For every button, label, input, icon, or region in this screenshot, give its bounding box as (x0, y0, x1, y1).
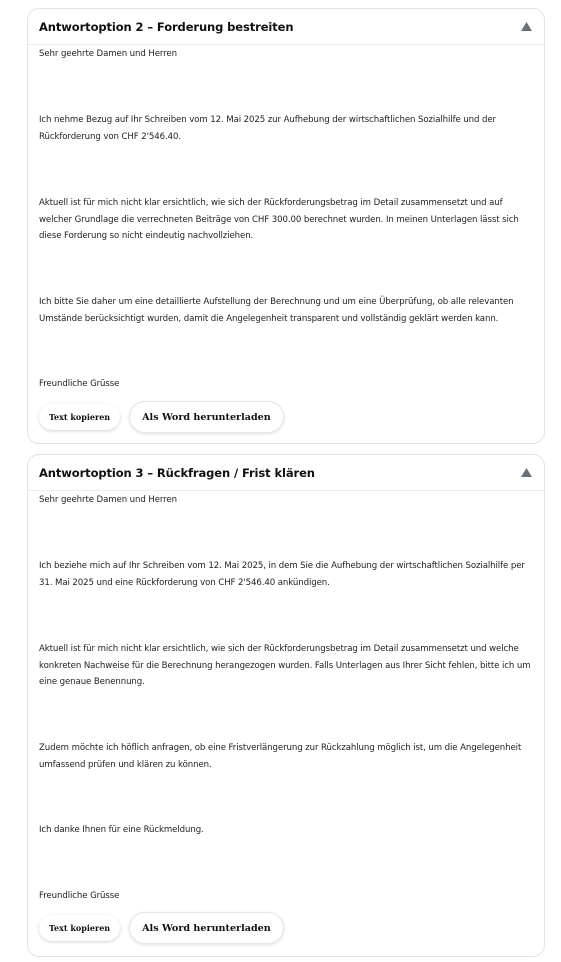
card-header[interactable] (28, 455, 544, 491)
copy-text-button[interactable]: Text kopieren (39, 915, 120, 941)
letter-greeting: Sehr geehrte Damen und Herren (39, 49, 177, 59)
answer-option-card (27, 8, 545, 444)
answer-option-card (27, 454, 545, 957)
card-header[interactable] (28, 9, 544, 45)
download-word-button[interactable]: Als Word herunterladen (129, 912, 284, 944)
letter-paragraph: Ich bitte Sie daher um eine detaillierte Aufstellung der Berechnung und um eine Überprüfung, ob alle relevanten Umstände berücksichtigt wurden, damit die Angelegenheit transparent und vollständig geklärt werden kann. (39, 297, 514, 324)
letter-paragraph: Ich danke Ihnen für eine Rückmeldung. (39, 825, 204, 835)
letter-greeting: Sehr geehrte Damen und Herren (39, 495, 177, 505)
download-word-button[interactable]: Als Word herunterladen (129, 401, 284, 433)
copy-text-button[interactable]: Text kopieren (39, 404, 120, 430)
card-actions (39, 401, 284, 433)
letter-closing: Freundliche Grüsse (39, 379, 120, 389)
card-title: Antwortoption 3 – Rückfragen / Frist klären (39, 465, 315, 480)
letter-paragraph: Aktuell ist für mich nicht klar ersichtlich, wie sich der Rückforderungsbetrag im Detail zusammensetzt und welche konkreten Nachweise für die Berechnung herangezogen wurden. Falls Unterlagen aus Ihrer Sicht fehlen, bitte ich um eine genaue Benennung. (39, 644, 531, 687)
letter-paragraph: Aktuell ist für mich nicht klar ersichtlich, wie sich der Rückforderungsbetrag im Detail zusammensetzt und auf welcher Grundlage die verrechneten Beiträge von CHF 300.00 berechnet wurden. In meinen Unterlagen lässt sich diese Forderung so nicht eindeutig nachvollziehen. (39, 198, 519, 241)
card-actions (39, 912, 284, 944)
letter-paragraph: Zudem möchte ich höflich anfragen, ob eine Fristverlängerung zur Rückzahlung möglich ist, um die Angelegenheit umfassend prüfen und klären zu können. (39, 743, 522, 770)
letter-paragraph: Ich nehme Bezug auf Ihr Schreiben vom 12. Mai 2025 zur Aufhebung der wirtschaftlichen Sozialhilfe und der Rückforderung von CHF 2'546.40. (39, 115, 496, 142)
chevron-up-icon[interactable] (518, 20, 534, 34)
chevron-up-icon[interactable] (518, 466, 534, 480)
letter-paragraph: Ich beziehe mich auf Ihr Schreiben vom 12. Mai 2025, in dem Sie die Aufhebung der wirtschaftlichen Sozialhilfe per 31. Mai 2025 und eine Rückforderung von CHF 2'546.40 ankündigen. (39, 561, 525, 588)
card-title: Antwortoption 2 – Forderung bestreiten (39, 19, 294, 34)
letter-closing: Freundliche Grüsse (39, 891, 120, 901)
